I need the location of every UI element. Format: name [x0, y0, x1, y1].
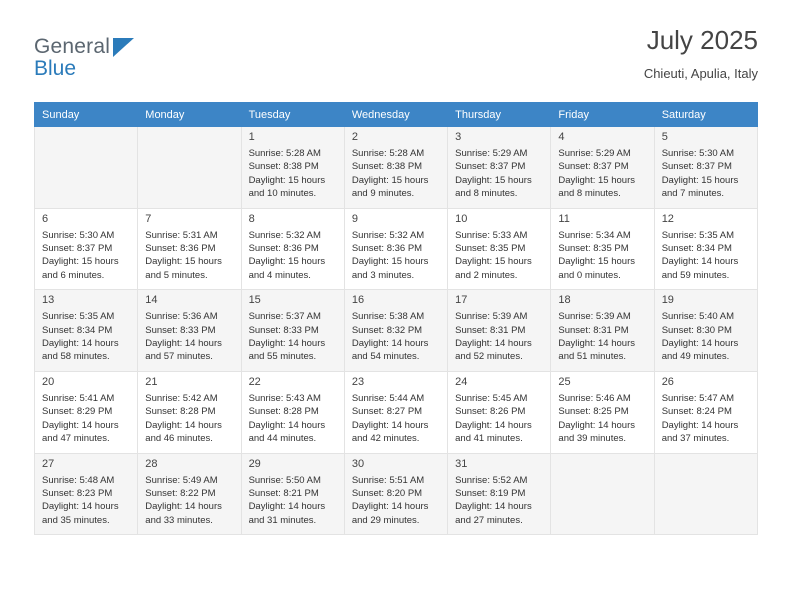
day-info-line: Sunset: 8:31 PM [455, 324, 526, 336]
day-info-line: and 46 minutes. [145, 433, 213, 445]
day-info-line: Sunrise: 5:50 AM [248, 474, 321, 486]
day-info-line: Daylight: 15 hours [248, 174, 326, 186]
day-info-line: Sunrise: 5:32 AM [351, 229, 425, 241]
day-sun-info [558, 147, 647, 201]
day-info-line: Sunrise: 5:30 AM [661, 148, 735, 159]
day-info-line: and 54 minutes. [351, 351, 420, 363]
day-sun-info [558, 310, 647, 364]
calendar-day-cell[interactable] [138, 453, 241, 535]
day-number: 10 [455, 212, 468, 225]
day-sun-info [662, 229, 751, 283]
day-number: 8 [248, 212, 255, 225]
triangle-icon [113, 38, 134, 57]
day-info-line: Sunrise: 5:28 AM [248, 148, 321, 159]
column-header-saturday: Saturday [654, 103, 757, 127]
day-info-line: Sunset: 8:26 PM [455, 406, 526, 418]
calendar-day-cell[interactable] [344, 371, 447, 453]
calendar-day-cell[interactable] [138, 208, 241, 290]
day-info-line: Sunrise: 5:31 AM [145, 229, 218, 241]
day-number: 5 [661, 131, 668, 143]
calendar-day-cell[interactable] [654, 371, 757, 453]
day-info-line: Sunset: 8:37 PM [455, 161, 526, 173]
day-info-line: and 33 minutes. [145, 514, 213, 526]
day-info-line: Sunrise: 5:37 AM [248, 311, 321, 323]
day-info-line: Sunrise: 5:33 AM [455, 229, 528, 241]
day-info-line: Daylight: 14 hours [558, 338, 635, 350]
day-info-line: Sunrise: 5:48 AM [42, 474, 115, 486]
day-info-line: and 35 minutes. [42, 514, 110, 526]
day-sun-info [455, 310, 544, 364]
day-sun-info [662, 147, 751, 201]
day-number: 16 [351, 294, 365, 307]
calendar-day-cell[interactable] [138, 371, 241, 453]
day-info-line: Daylight: 14 hours [145, 501, 222, 513]
day-number: 31 [455, 457, 468, 470]
day-info-line: Sunrise: 5:40 AM [661, 311, 735, 323]
page-title: July 2025 [646, 25, 758, 55]
day-sun-info [42, 229, 131, 283]
day-info-line: and 55 minutes. [248, 351, 317, 363]
day-sun-info [558, 229, 647, 283]
day-info-line: Daylight: 14 hours [351, 338, 429, 350]
day-info-line: and 2 minutes. [455, 269, 518, 281]
day-info-line: Sunrise: 5:49 AM [145, 474, 218, 486]
day-sun-info [249, 392, 338, 446]
calendar-day-cell[interactable] [654, 127, 757, 209]
day-info-line: Daylight: 15 hours [145, 256, 222, 268]
day-info-line: Sunrise: 5:47 AM [661, 392, 735, 404]
day-info-line: and 5 minutes. [145, 269, 208, 281]
day-info-line: Daylight: 14 hours [661, 419, 739, 431]
day-number: 17 [455, 294, 468, 307]
day-info-line: Sunset: 8:21 PM [248, 487, 319, 499]
calendar-body [35, 127, 758, 535]
day-info-line: Sunset: 8:25 PM [558, 406, 629, 418]
day-number: 11 [558, 212, 570, 225]
day-info-line: Sunrise: 5:44 AM [351, 392, 425, 404]
day-number: 3 [455, 131, 462, 143]
day-info-line: Sunrise: 5:30 AM [42, 229, 115, 241]
day-info-line: and 59 minutes. [661, 269, 730, 281]
day-info-line: and 52 minutes. [455, 351, 523, 363]
calendar-empty-cell [35, 127, 138, 209]
day-number: 6 [42, 212, 49, 225]
calendar-week-row [35, 453, 758, 535]
day-number: 2 [351, 131, 358, 143]
day-info-line: and 39 minutes. [558, 433, 627, 445]
day-info-line: and 7 minutes. [661, 188, 725, 200]
calendar-day-cell[interactable] [344, 208, 447, 290]
calendar-day-cell[interactable] [551, 208, 654, 290]
day-sun-info [249, 229, 338, 283]
day-number: 15 [248, 294, 261, 307]
calendar-day-cell[interactable] [551, 371, 654, 453]
day-info-line: Sunset: 8:37 PM [558, 161, 629, 173]
calendar-day-cell[interactable] [35, 290, 138, 372]
day-number: 14 [145, 294, 158, 307]
day-number: 7 [145, 212, 152, 225]
day-number: 22 [248, 375, 261, 388]
day-info-line: and 51 minutes. [558, 351, 627, 363]
calendar-day-cell[interactable] [241, 127, 344, 209]
day-number: 23 [351, 375, 365, 388]
day-info-line: and 42 minutes. [351, 433, 420, 445]
column-header-thursday: Thursday [448, 103, 551, 127]
day-info-line: and 3 minutes. [351, 269, 415, 281]
day-info-line: Sunset: 8:36 PM [145, 243, 216, 255]
day-info-line: Daylight: 15 hours [558, 256, 635, 268]
day-info-line: Sunset: 8:38 PM [351, 161, 423, 173]
day-info-line: Sunset: 8:36 PM [351, 243, 423, 255]
day-number: 18 [558, 294, 571, 307]
day-info-line: Sunrise: 5:29 AM [558, 148, 631, 159]
day-info-line: Daylight: 15 hours [558, 174, 635, 186]
day-sun-info [352, 229, 441, 283]
calendar-week-row [35, 290, 758, 372]
day-info-line: and 31 minutes. [248, 514, 317, 526]
day-info-line: Sunrise: 5:51 AM [351, 474, 425, 486]
calendar-day-cell[interactable] [448, 371, 551, 453]
day-info-line: Sunset: 8:31 PM [558, 324, 629, 336]
day-info-line: Sunset: 8:30 PM [661, 324, 732, 336]
day-info-line: Daylight: 15 hours [661, 174, 739, 186]
day-info-line: and 57 minutes. [145, 351, 213, 363]
calendar-day-cell[interactable] [35, 371, 138, 453]
day-number: 9 [351, 212, 358, 225]
day-info-line: Daylight: 14 hours [248, 338, 326, 350]
day-sun-info [42, 392, 131, 446]
day-info-line: Sunrise: 5:39 AM [455, 311, 528, 323]
day-info-line: Sunrise: 5:36 AM [145, 311, 218, 323]
day-info-line: Daylight: 14 hours [558, 419, 635, 431]
calendar-day-cell[interactable] [138, 290, 241, 372]
day-info-line: Daylight: 14 hours [455, 501, 532, 513]
calendar-day-cell[interactable] [448, 290, 551, 372]
calendar-day-cell[interactable] [241, 290, 344, 372]
day-info-line: Sunrise: 5:43 AM [248, 392, 321, 404]
day-number: 1 [248, 131, 255, 143]
day-info-line: Sunset: 8:23 PM [42, 487, 113, 499]
day-sun-info [662, 310, 751, 364]
calendar-empty-cell [654, 453, 757, 535]
day-info-line: Daylight: 14 hours [661, 256, 739, 268]
calendar-empty-cell [138, 127, 241, 209]
day-info-line: Sunset: 8:34 PM [661, 243, 732, 255]
column-header-monday: Monday [138, 103, 241, 127]
calendar-day-cell[interactable] [241, 371, 344, 453]
day-info-line: and 9 minutes. [351, 188, 415, 200]
calendar-week-row [35, 208, 758, 290]
day-sun-info [352, 392, 441, 446]
day-info-line: Sunset: 8:28 PM [145, 406, 216, 418]
day-info-line: Daylight: 14 hours [145, 419, 222, 431]
day-info-line: Daylight: 14 hours [351, 419, 429, 431]
calendar-day-cell[interactable] [241, 453, 344, 535]
day-sun-info [662, 392, 751, 446]
day-info-line: Sunset: 8:33 PM [145, 324, 216, 336]
column-header-friday: Friday [551, 103, 654, 127]
day-info-line: Daylight: 15 hours [455, 174, 532, 186]
day-info-line: Daylight: 14 hours [248, 501, 326, 513]
column-header-sunday: Sunday [35, 103, 138, 127]
day-sun-info [42, 474, 131, 528]
day-info-line: Sunset: 8:36 PM [248, 243, 319, 255]
day-sun-info [455, 474, 544, 528]
day-info-line: Sunrise: 5:28 AM [351, 148, 425, 159]
day-info-line: and 6 minutes. [42, 269, 105, 281]
calendar-day-cell[interactable] [551, 290, 654, 372]
day-sun-info [249, 147, 338, 201]
day-sun-info [455, 229, 544, 283]
day-info-line: Sunrise: 5:35 AM [661, 229, 735, 241]
day-number: 20 [42, 375, 55, 388]
day-info-line: Daylight: 14 hours [248, 419, 326, 431]
day-sun-info [145, 310, 234, 364]
day-info-line: Sunrise: 5:45 AM [455, 392, 528, 404]
day-info-line: and 4 minutes. [248, 269, 311, 281]
day-number: 25 [558, 375, 571, 388]
day-info-line: Sunrise: 5:52 AM [455, 474, 528, 486]
day-info-line: Daylight: 14 hours [455, 338, 532, 350]
day-info-line: Sunset: 8:22 PM [145, 487, 216, 499]
day-info-line: Sunset: 8:38 PM [248, 161, 319, 173]
logo-text-general: General [34, 35, 111, 58]
calendar-day-cell[interactable] [344, 453, 447, 535]
day-info-line: Daylight: 14 hours [42, 419, 119, 431]
day-info-line: Daylight: 15 hours [351, 256, 429, 268]
title-block [644, 26, 758, 81]
calendar-day-cell[interactable] [344, 290, 447, 372]
day-sun-info [455, 147, 544, 201]
day-number: 30 [351, 457, 365, 470]
day-number: 12 [661, 212, 674, 225]
day-sun-info [145, 392, 234, 446]
calendar-day-cell[interactable] [448, 453, 551, 535]
day-number: 24 [455, 375, 468, 388]
calendar-day-cell[interactable] [448, 127, 551, 209]
day-info-line: and 27 minutes. [455, 514, 523, 526]
day-info-line: Sunrise: 5:39 AM [558, 311, 631, 323]
day-number: 19 [661, 294, 674, 307]
day-number: 27 [42, 457, 55, 470]
calendar-day-cell[interactable] [344, 127, 447, 209]
day-info-line: and 58 minutes. [42, 351, 110, 363]
day-info-line: Sunrise: 5:46 AM [558, 392, 631, 404]
day-info-line: Daylight: 14 hours [42, 501, 119, 513]
day-sun-info [352, 310, 441, 364]
day-info-line: Sunset: 8:29 PM [42, 406, 113, 418]
day-info-line: Sunset: 8:34 PM [42, 324, 113, 336]
day-number: 13 [42, 294, 55, 307]
calendar-week-row [35, 127, 758, 209]
day-info-line: Sunrise: 5:32 AM [248, 229, 321, 241]
day-sun-info [249, 310, 338, 364]
day-sun-info [455, 392, 544, 446]
day-sun-info [558, 392, 647, 446]
day-number: 21 [145, 375, 158, 388]
day-sun-info [145, 229, 234, 283]
day-number: 29 [248, 457, 261, 470]
day-info-line: and 44 minutes. [248, 433, 317, 445]
day-info-line: Daylight: 14 hours [42, 338, 119, 350]
day-info-line: Sunrise: 5:34 AM [558, 229, 631, 241]
calendar-empty-cell [551, 453, 654, 535]
day-number: 28 [145, 457, 158, 470]
day-sun-info [42, 310, 131, 364]
day-info-line: Sunrise: 5:42 AM [145, 392, 218, 404]
column-header-wednesday: Wednesday [344, 103, 447, 127]
day-info-line: and 8 minutes. [558, 188, 621, 200]
day-sun-info [249, 474, 338, 528]
day-sun-info [352, 147, 441, 201]
day-info-line: and 8 minutes. [455, 188, 518, 200]
day-info-line: Sunset: 8:33 PM [248, 324, 319, 336]
day-info-line: Daylight: 15 hours [248, 256, 326, 268]
calendar-day-cell[interactable] [448, 208, 551, 290]
calendar-day-cell[interactable] [35, 208, 138, 290]
day-info-line: and 0 minutes. [558, 269, 621, 281]
day-info-line: Sunset: 8:24 PM [661, 406, 732, 418]
calendar-day-cell[interactable] [241, 208, 344, 290]
day-info-line: Sunrise: 5:35 AM [42, 311, 115, 323]
day-info-line: and 29 minutes. [351, 514, 420, 526]
page-subtitle: Chieuti, Apulia, Italy [643, 65, 758, 81]
day-info-line: Sunrise: 5:41 AM [42, 392, 115, 404]
calendar-table [34, 102, 758, 535]
day-sun-info [352, 474, 441, 528]
brand-logo [34, 26, 134, 79]
day-info-line: Daylight: 15 hours [455, 256, 532, 268]
day-info-line: and 49 minutes. [661, 351, 730, 363]
day-info-line: Daylight: 15 hours [42, 256, 119, 268]
calendar-day-cell[interactable] [654, 290, 757, 372]
day-info-line: Sunrise: 5:38 AM [351, 311, 425, 323]
page-header [34, 26, 758, 88]
day-number: 4 [558, 131, 565, 143]
day-info-line: Sunset: 8:19 PM [455, 487, 526, 499]
day-info-line: Sunrise: 5:29 AM [455, 148, 528, 159]
day-info-line: Daylight: 15 hours [351, 174, 429, 186]
day-info-line: and 37 minutes. [661, 433, 730, 445]
day-info-line: and 41 minutes. [455, 433, 523, 445]
calendar-header-row [35, 103, 758, 127]
day-info-line: and 10 minutes. [248, 188, 317, 200]
day-info-line: Sunset: 8:27 PM [351, 406, 423, 418]
day-info-line: Daylight: 14 hours [145, 338, 222, 350]
day-info-line: Sunset: 8:28 PM [248, 406, 319, 418]
day-info-line: Daylight: 14 hours [351, 501, 429, 513]
calendar-day-cell[interactable] [35, 453, 138, 535]
day-info-line: Daylight: 14 hours [661, 338, 739, 350]
day-info-line: Sunset: 8:37 PM [661, 161, 732, 173]
calendar-day-cell[interactable] [654, 208, 757, 290]
day-number: 26 [661, 375, 674, 388]
column-header-tuesday: Tuesday [241, 103, 344, 127]
calendar-week-row [35, 371, 758, 453]
day-info-line: and 47 minutes. [42, 433, 110, 445]
logo-text-blue: Blue [34, 57, 77, 80]
day-info-line: Sunset: 8:37 PM [42, 243, 113, 255]
day-info-line: Sunset: 8:32 PM [351, 324, 423, 336]
day-info-line: Sunset: 8:35 PM [455, 243, 526, 255]
calendar-day-cell[interactable] [551, 127, 654, 209]
day-info-line: Sunset: 8:20 PM [351, 487, 423, 499]
day-info-line: Sunset: 8:35 PM [558, 243, 629, 255]
day-sun-info [145, 474, 234, 528]
day-info-line: Daylight: 14 hours [455, 419, 532, 431]
